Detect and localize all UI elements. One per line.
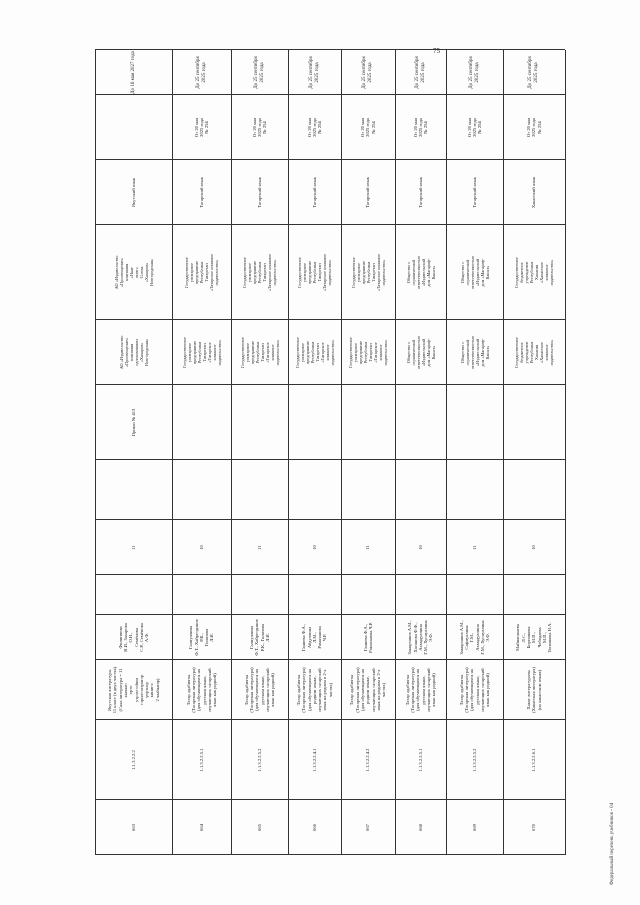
row-670-order — [503, 385, 565, 460]
row-664-authors: Галиуллина Ф.Т., Хайретдинов Р.К., Гилязова Л.И. — [188, 619, 215, 656]
row-666-title: Татар әдәбияты (Татарская литература) (для обучающихся на родном языке, изучающих татарский язык на родном в 2-х частях) — [295, 667, 333, 713]
row-669-publisher-short: Общество с ограниченной ответственностью «Издательский дом «Магариф- Вакыт» — [459, 335, 490, 370]
row-665-order — [231, 385, 288, 460]
row-665-code: 1.1.3.2.2.5.2 — [256, 748, 262, 772]
row-670-language: Хакасский язык — [531, 176, 537, 209]
row-665-num: 665 — [256, 824, 262, 831]
row-669-language: Татарский язык — [471, 177, 477, 208]
row-665-title: Татар әдәбияты (Татарская литература) (для обучающихся на русском языке, изучающих татарский язык как родной) — [243, 667, 276, 713]
row-663-order-date — [95, 95, 172, 160]
row-663-title: Якутская литература. 11 класс (в двух частях) (Саха литература = 11 кылаас: орто уэрэхтээhин тэрилтэлэригэр үөрэнэр кинигэ: 2 чааhыгар) — [107, 666, 160, 714]
row-670-grade: 10 — [531, 545, 537, 550]
row-668-order — [395, 385, 446, 460]
row-668-language: Татарский язык — [417, 177, 423, 208]
row-664-publisher-short: Государственное унитарное предприятие Республики Татарстан «Татарское книжное издательство» — [181, 337, 222, 368]
row-670-authors: Майнагашева Л.С., Боргоякова М.П., Чебодаева М.П., Топоякова Н.А. — [515, 622, 553, 653]
row-668-grade: 10 — [417, 545, 423, 550]
row-667-authors: Ганиева Ф.А., Рамазанова Ч.Р. — [362, 622, 373, 653]
row-665-language: Татарский язык — [256, 177, 262, 208]
row-670-deadline: До 25 сентября 2025 года — [528, 56, 539, 89]
row-668-title: Татар әдәбияты (Татарская литература) (для обучающихся на русском языке, изучающих татарский язык как родной) — [404, 667, 437, 713]
row-663-publisher: АО «Издательство «Просвещение» компания «Наш- нинг» Союза «Хахаров» Новгородская» — [113, 255, 154, 290]
row-668-authors: Закирзянов А.М., Хасанова Ф.Ф., Ахмадуллина Г.М., Хуснуллина Э.Ф. — [407, 620, 434, 655]
row-665-order-date: От 20 мая 2025 года № 254 — [251, 117, 268, 138]
row-666-authors: Ганиева Ф.А., Абдуллина Л.М., Рамазанова Ч.Р. — [301, 623, 328, 652]
row-663-authors: Филиппова Н.И., Захарова О.Н., Семёнова С.Р., Семёнова А.Ф. — [117, 623, 150, 652]
row-666-publisher: Государственное унитарное предприятие Республики Татарстан «Татарское книжное издательство» — [297, 253, 332, 292]
row-663-publisher-short: АО «Издательство «Просвещение» компания однокомпании «Хахаров» Новгородская» — [118, 335, 149, 370]
row-667-order-date: От 20 мая 2025 года № 254 — [360, 117, 376, 138]
row-666-code: 1.1.3.2.2.4.1 — [311, 748, 317, 772]
row-663-code: 1.1.3.2.2.2 — [130, 750, 136, 770]
row-667-language: Татарский язык — [365, 177, 371, 208]
footer-note: Федеральный перечень учебников - 04 — [610, 802, 615, 885]
row-665-authors: Галиуллина Ф.Т., Хайретдинов Р.К., Гилязова Л.И. — [248, 619, 270, 656]
row-666-order-date: От 20 мая 2025 года № 254 — [306, 117, 323, 138]
row-670-publisher: Государственное бюджетное учреждение Республики Хакасия «Хакасское книжное издательство» — [514, 257, 554, 288]
row-666-num: 666 — [311, 824, 317, 831]
table-row-rule — [565, 50, 566, 855]
row-664-publisher: Государственное унитарное предприятие Республики Татарстан «Татарское книжное издательство» — [184, 253, 219, 292]
row-667-num: 667 — [365, 824, 371, 831]
row-670-title: Хакас литературазы (Хакасская литература) (на хакасском языке) — [526, 667, 542, 713]
row-666-language: Татарский язык — [311, 177, 317, 208]
row-670-code: 1.1.3.2.2.6.1 — [531, 748, 537, 772]
row-670-order-date: От 20 мая 2025 года № 254 — [526, 117, 542, 138]
row-667-order — [341, 385, 395, 460]
row-668-deadline: До 25 сентября 2025 года — [414, 56, 426, 89]
row-664-grade: 10 — [198, 545, 204, 550]
row-665-deadline: До 25 сентября 2025 года — [253, 56, 265, 89]
row-668-order-date: От 20 мая 2025 года № 254 — [412, 117, 429, 138]
row-669-num: 669 — [471, 824, 477, 831]
row-669-code: 1.1.3.2.2.5.2 — [471, 748, 477, 772]
row-665-grade: 11 — [256, 545, 262, 550]
row-664-order-date: От 20 мая 2025 года № 254 — [193, 117, 210, 138]
row-669-grade: 11 — [471, 545, 477, 550]
row-669-deadline: До 25 сентября 2025 года — [468, 56, 480, 89]
row-668-publisher-short: Общество с ограниченной ответственностью «Издательский дом «Магариф- Вакыт» — [405, 335, 436, 370]
row-666-order — [288, 385, 341, 460]
row-667-publisher: Государственное унитарное предприятие Республики Татарстан «Татарское книжное издательство» — [350, 253, 386, 292]
row-668-publisher: Общество с ограниченной ответственностью «Издательский дом «Магариф- Вакыт» — [405, 255, 436, 290]
row-669-order — [446, 385, 503, 460]
row-667-publisher-short: Государственное унитарное предприятие Республики Татарстан «Татарское книжное издательство» — [348, 337, 388, 368]
row-663-deadline: До 16 мая 2027 года — [130, 51, 136, 94]
row-664-code: 1.1.3.2.2.5.1 — [198, 748, 204, 772]
row-666-grade: 10 — [311, 545, 317, 550]
row-664-title: Татар әдәбияты (Татарская литература) (для обучающихся на русском языке, изучающих татарский язык как родной) — [185, 667, 218, 713]
row-669-order-date: От 20 мая 2025 года № 254 — [466, 117, 483, 138]
row-666-publisher-short: Государственное унитарное предприятие Республики Татарстан «Татарское книжное издательство» — [294, 337, 335, 368]
row-667-grade: 11 — [365, 545, 371, 550]
row-664-order — [172, 385, 231, 460]
row-664-deadline: До 25 сентября 2025 года — [195, 56, 207, 89]
row-668-code: 1.1.3.2.2.5.1 — [417, 748, 423, 772]
row-664-language: Татарский язык — [198, 177, 204, 208]
row-665-publisher-short: Государственное унитарное предприятие Республики Татарстан «Татарское книжное издательство» — [239, 337, 280, 368]
row-667-title: Татар әдәбияты (Татарская литература) (для обучающихся на родном языке, изучающих татарский язык на родном в 2-х частях) — [349, 667, 387, 713]
row-663-grade: 11 — [130, 545, 136, 550]
row-665-publisher: Государственное унитарное предприятие Республики Татарстан «Татарское книжное издательство» — [242, 253, 277, 292]
row-670-num: 670 — [531, 824, 537, 831]
row-669-authors: Закирзянов А.М., Сафиуллина Г.М., Ахмадуллина Г.М., Хуснуллина Э.Ф. — [458, 620, 491, 655]
row-663-order: Приказ № 413 — [130, 408, 136, 437]
row-669-publisher: Общество с ограниченной ответственностью «Издательский дом «Магариф- Вакыт» — [459, 255, 490, 290]
row-663-num: 663 — [130, 824, 136, 831]
row-667-code: 1.1.3.2.2.4.2 — [365, 748, 371, 772]
row-667-deadline: До 25 сентября 2025 года — [362, 56, 373, 89]
row-663-language: Якутский язык — [130, 177, 136, 208]
row-666-deadline: До 25 сентября 2025 года — [308, 56, 320, 89]
row-669-title: Татар әдәбияты (Татарская литература) (для обучающихся на русском языке, изучающих татарский язык как родной) — [458, 667, 491, 713]
row-670-publisher-short: Государственное бюджетное учреждение Республики Хакасия «Хакасское книжное издательство» — [514, 337, 554, 368]
page-number: 75 — [433, 47, 440, 55]
row-664-num: 664 — [198, 824, 204, 831]
row-668-num: 668 — [417, 824, 423, 831]
